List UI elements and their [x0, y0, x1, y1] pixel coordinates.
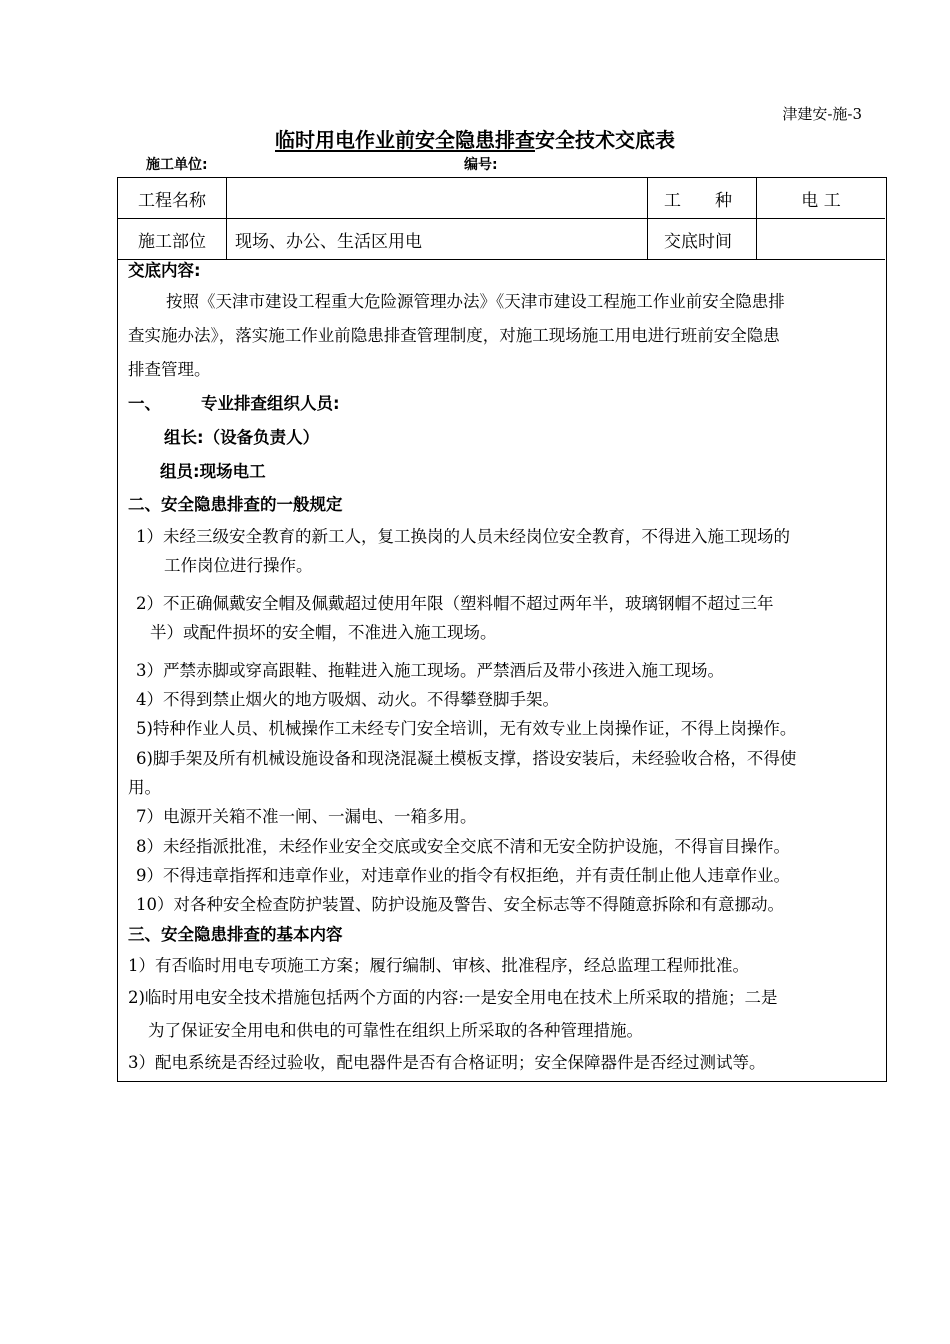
- location-label: 施工部位: [138, 231, 206, 252]
- location-row: [118, 219, 885, 260]
- rule-line: 6)脚手架及所有机械设施设备和现浇混凝土模板支撑，搭设安装后，未经验收合格，不得使: [136, 748, 797, 768]
- basic-line: 1）有否临时用电专项施工方案；履行编制、审核、批准程序，经总监理工程师批准。: [128, 956, 749, 976]
- form-code: 津建安-施-3: [782, 105, 862, 123]
- rule-line: 8）未经指派批准，未经作业安全交底或安全交底不清和无安全防护设施，不得盲目操作。: [136, 836, 790, 856]
- work-type-label: 工 种: [664, 190, 732, 211]
- rule-line: 工作岗位进行操作。: [164, 556, 313, 576]
- group-leader: 组长:（设备负责人）: [164, 427, 320, 447]
- construction-unit-label: 施工单位:: [146, 157, 208, 173]
- content-heading: 交底内容:: [128, 261, 201, 280]
- rule-line: 用。: [128, 778, 161, 797]
- section-1-heading: [128, 387, 883, 421]
- rule-line: 4）不得到禁止烟火的地方吸烟、动火。不得攀登脚手架。: [136, 689, 559, 709]
- title-underlined: 临时用电作业前安全隐患排查: [275, 128, 535, 152]
- document-title: [0, 124, 950, 153]
- number-label: 编号:: [464, 157, 498, 173]
- briefing-content: [128, 260, 883, 1079]
- project-name-value: [227, 178, 647, 218]
- basic-line: 为了保证安全用电和供电的可靠性在组织上所采取的各种管理措施。: [148, 1020, 643, 1040]
- title-rest: 安全技术交底表: [535, 128, 675, 152]
- rule-line: 7）电源开关箱不准一闸、一漏电、一箱多用。: [136, 807, 477, 827]
- intro-line: 查实施办法》，落实施工作业前隐患排查管理制度，对施工现场施工用电进行班前安全隐患: [128, 326, 780, 346]
- section-1-number: 一、: [128, 393, 161, 413]
- rule-line: 10）对各种安全检查防护装置、防护设施及警告、安全标志等不得随意拆除和有意挪动。: [136, 895, 784, 915]
- rule-line: 9）不得违章指挥和违章作业，对违章作业的指令有权拒绝，并有责任制止他人违章作业。: [136, 866, 790, 886]
- rule-line: 1）未经三级安全教育的新工人，复工换岗的人员未经岗位安全教育，不得进入施工现场的: [136, 527, 790, 547]
- project-row: [118, 178, 885, 219]
- briefing-time-value: [757, 219, 885, 259]
- group-members: 组员:现场电工: [160, 461, 266, 481]
- intro-line: 排查管理。: [128, 360, 211, 380]
- rule-line: 5)特种作业人员、机械操作工未经专门安全培训，无有效专业上岗操作证，不得上岗操作。: [136, 719, 797, 739]
- section-3-heading: 三、安全隐患排查的基本内容: [128, 924, 343, 944]
- rule-line: 2）不正确佩戴安全帽及佩戴超过使用年限（塑料帽不超过两年半，玻璃钢帽不超过三年: [136, 593, 774, 613]
- project-name-label: 工程名称: [138, 190, 206, 211]
- location-value: 现场、办公、生活区用电: [235, 231, 422, 252]
- briefing-form: [117, 177, 887, 1082]
- basic-line: 2)临时用电安全技术措施包括两个方面的内容:一是安全用电在技术上所采取的措施；二是: [128, 988, 778, 1008]
- section-1-title: 专业排查组织人员:: [201, 393, 340, 413]
- intro-line: 按照《天津市建设工程重大危险源管理办法》《天津市建设工程施工作业前安全隐患排: [166, 292, 785, 312]
- basic-line: 3）配电系统是否经过验收，配电器件是否有合格证明；安全保障器件是否经过测试等。: [128, 1052, 766, 1072]
- section-2-heading: 二、安全隐患排查的一般规定: [128, 495, 343, 515]
- briefing-time-label: 交底时间: [664, 231, 732, 252]
- rule-line: 3）严禁赤脚或穿高跟鞋、拖鞋进入施工现场。严禁酒后及带小孩进入施工现场。: [136, 660, 724, 680]
- work-type-value: 电 工: [801, 190, 841, 211]
- rule-line: 半）或配件损坏的安全帽，不准进入施工现场。: [150, 623, 497, 643]
